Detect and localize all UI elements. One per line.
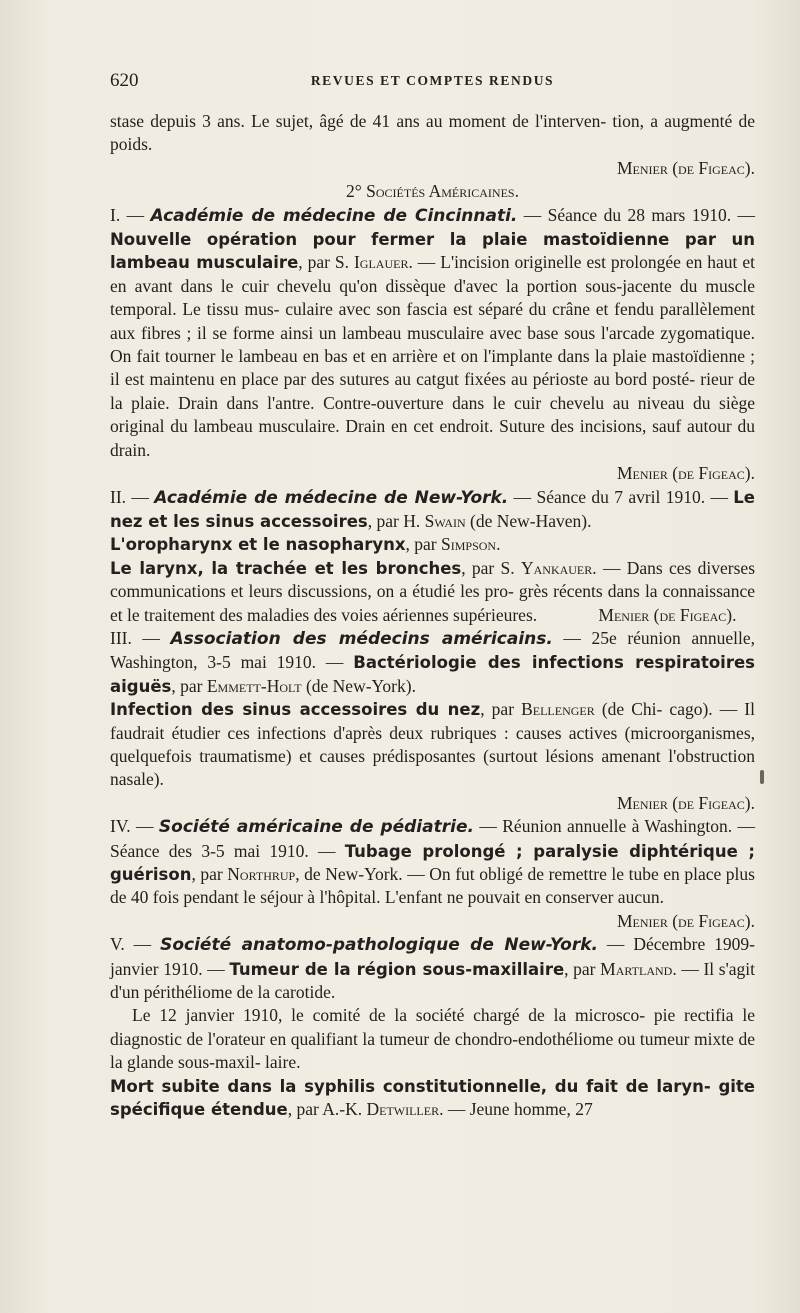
author-name: Yankauer bbox=[520, 557, 593, 578]
entry-number: II. — bbox=[110, 486, 155, 507]
author-name: Detwiller bbox=[366, 1099, 440, 1120]
signature-text: Menier (de Figeac). bbox=[616, 463, 755, 484]
author-name: Bellenger bbox=[521, 699, 595, 720]
text: (de New-Haven). bbox=[465, 510, 592, 531]
section-title: 2° Sociétés Américaines. bbox=[346, 181, 519, 202]
text: , par bbox=[564, 958, 601, 979]
text: (de Chi- cago). — Il faudrait étudier ces infections d'après deux rubriques : causes actives (microorganismes, quelquefois traumatisme) et causes prédisposantes (surtout lésions amenant l'obstruction nasale). bbox=[110, 699, 755, 790]
society-name: Société anatomo-pathologique de New-York. bbox=[160, 935, 598, 956]
article-title: Le nez et les sinus accessoires bbox=[110, 487, 756, 531]
author-name: Swain bbox=[424, 510, 466, 531]
entry-1 bbox=[110, 204, 755, 462]
text: — Décembre 1909-janvier 1910. — bbox=[110, 934, 755, 979]
entry-5-sub bbox=[110, 1075, 755, 1122]
text: , par bbox=[480, 699, 522, 720]
society-name: Académie de médecine de Cincinnati. bbox=[150, 205, 518, 226]
text: . — Dans ces diverses communications et leurs discussions, on a étudié les pro- grès récents dans la connaissance et le traitement des maladies des voies aériennes supérieures. bbox=[110, 557, 756, 625]
text: — Séance du 7 avril 1910. — bbox=[508, 486, 734, 507]
entry-2 bbox=[110, 486, 755, 534]
article-title: L'oropharynx et le nasopharynx bbox=[110, 535, 406, 555]
text: , par bbox=[191, 864, 228, 884]
entry-2-sub bbox=[110, 533, 755, 556]
signature bbox=[110, 910, 755, 933]
signature bbox=[110, 157, 755, 180]
society-name: Académie de médecine de New-York. bbox=[154, 487, 509, 508]
article-title: Infection des sinus accessoires du nez bbox=[110, 700, 481, 720]
section-heading bbox=[110, 180, 755, 203]
society-name: Association des médecins américains. bbox=[170, 628, 553, 649]
running-title: REVUES ET COMPTES RENDUS bbox=[310, 73, 555, 88]
text: . bbox=[496, 534, 501, 555]
text: stase depuis 3 ans. Le sujet, âgé de 41 ans au moment de l'interven- tion, a augmenté de poids. bbox=[110, 111, 755, 155]
ink-spot bbox=[760, 770, 764, 784]
paragraph bbox=[110, 1004, 755, 1074]
text: , par bbox=[405, 534, 442, 555]
entry-number: I. — bbox=[110, 204, 151, 225]
signature bbox=[110, 462, 755, 485]
article-title: Nouvelle opération pour fermer la plaie mastoïdienne par un lambeau musculaire bbox=[110, 230, 755, 273]
text: Le 12 janvier 1910, le comité de la société chargé de la microsco- pie rectifia le diagnostic de l'orateur en qualifiant la tumeur de chondro-endothéliome ou tumeur mixte de la glande sous-maxil- laire. bbox=[110, 1005, 755, 1073]
author-name: Simpson bbox=[441, 534, 497, 555]
text: , de New-York. — On fut obligé de remettre le tube en place plus de 40 fois pendant le séjour à l'hôpital. L'enfant ne pouvait en conserver aucun. bbox=[110, 864, 755, 908]
text: . — L'incision originelle est prolongée en haut et en avant dans le cuir chevelu qu'on dissèque d'avec la portion sous-jacente du muscle temporal. Le tissu mus- culaire avec son fascia est séparé du crâne et fendu parallèlement aux fibres ; il se forme ainsi un lambeau musculaire avec base sous l'arcade zygomatique. On fait tourner le lambeau en bas et en arrière et on l'implante dans la plaie mastoïdienne ; il est maintenu en place par des sutures au catgut fixées au périoste au bord posté- rieur de la plaie. Drain dans l'antre. Contre-ouverture dans le cuir chevelu au niveau du siège original du lambeau musculaire. Drain en cet endroit. Suture des incisions, sauf autour du drain. bbox=[110, 252, 756, 460]
entry-5 bbox=[110, 933, 755, 1004]
text: — Réunion annuelle à Washington. — Séance des 3-5 mai 1910. — bbox=[110, 816, 755, 861]
entry-2-sub bbox=[110, 557, 755, 627]
society-name: Société américaine de pédiatrie. bbox=[158, 817, 474, 838]
entry-4 bbox=[110, 815, 755, 910]
signature-text: Menier (de Figeac). bbox=[616, 910, 755, 931]
entry-number: IV. — bbox=[110, 816, 159, 837]
entry-number: V. — bbox=[110, 934, 161, 955]
article-title: Le larynx, la trachée et les bronches bbox=[110, 558, 462, 578]
entry-3-sub bbox=[110, 698, 755, 792]
article-title: Tubage prolongé ; paralysie diphtérique ; guérison bbox=[110, 841, 755, 884]
signature bbox=[110, 792, 755, 815]
entry-3 bbox=[110, 627, 755, 698]
text: , par S. bbox=[298, 252, 354, 273]
author-name: Northrup bbox=[227, 864, 296, 884]
author-name: Martland bbox=[600, 958, 673, 979]
article-title: Bactériologie des infections respiratoires aiguës bbox=[110, 653, 755, 696]
paragraph bbox=[110, 110, 755, 157]
entry-number: III. — bbox=[110, 627, 171, 648]
text: , par A.-K. bbox=[287, 1099, 367, 1120]
signature-text: Menier (de Figeac). bbox=[616, 157, 755, 178]
author-name: Emmett-Holt bbox=[206, 675, 302, 696]
text: (de New-York). bbox=[301, 675, 416, 696]
text: — 25e réunion annuelle, Washington, 3-5 mai 1910. — bbox=[110, 627, 755, 673]
text: — Séance du 28 mars 1910. — bbox=[517, 204, 755, 225]
text: , par S. bbox=[461, 557, 521, 578]
text: , par bbox=[171, 675, 207, 696]
author-name: Iglauer bbox=[353, 252, 409, 273]
page-header bbox=[110, 70, 755, 94]
text: , par H. bbox=[367, 510, 425, 531]
article-title: Mort subite dans la syphilis constitutionnelle, du fait de laryn- gite spécifique étendue bbox=[110, 1076, 755, 1120]
article-title: Tumeur de la région sous-maxillaire bbox=[229, 959, 565, 979]
page-number: 620 bbox=[110, 70, 139, 91]
signature-text: Menier (de Figeac). bbox=[598, 604, 737, 625]
body-text bbox=[110, 110, 755, 1121]
text: . — Jeune homme, 27 bbox=[439, 1099, 593, 1120]
text: . — Il s'agit d'un périthéliome de la carotide. bbox=[110, 958, 756, 1003]
signature-text: Menier (de Figeac). bbox=[616, 792, 755, 813]
